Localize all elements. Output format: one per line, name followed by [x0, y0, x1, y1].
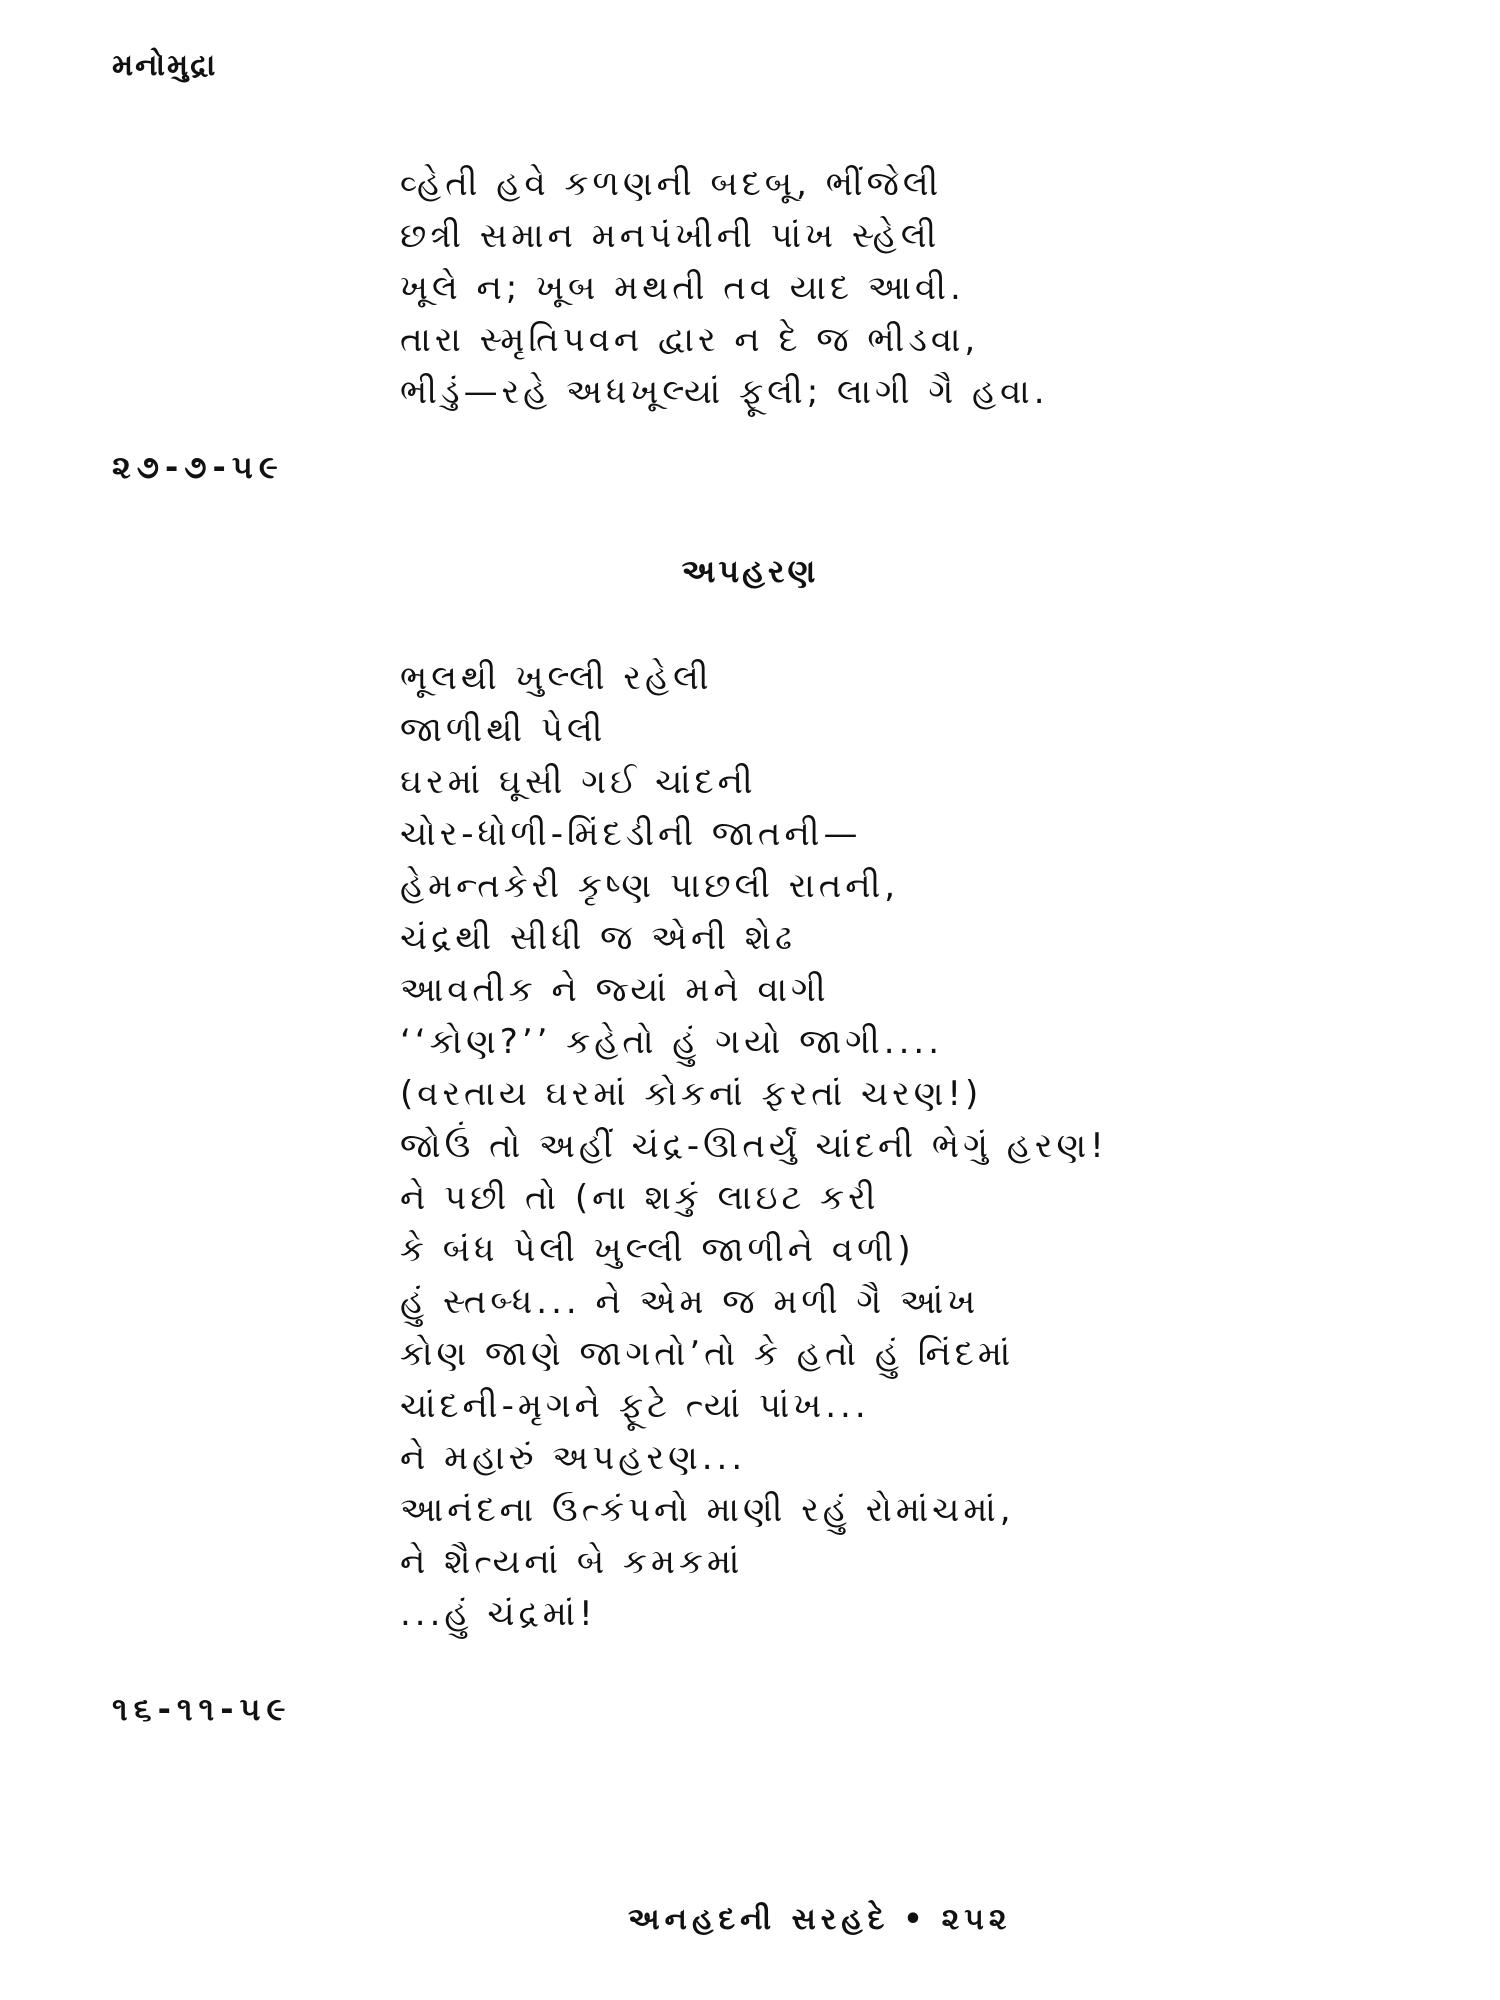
poem-two-line: ‘‘કોણ?’’ કહેતો હું ગયો જાગી....	[400, 1022, 944, 1062]
poem-one-line: છત્રી સમાન મનપંખીની પાંખ સ્હેલી	[400, 216, 941, 256]
poem-two-title: અપહરણ	[681, 552, 819, 590]
poem-two-line: ને પછી તો (ના શકું લાઇટ કરી	[400, 1178, 880, 1218]
poem-two-date: ૧૬-૧૧-૫૯	[112, 1690, 292, 1728]
poem-one-date: ૨૭-૭-૫૯	[112, 448, 284, 486]
poem-two-line: કે બંધ પેલી ખુલ્લી જાળીને વળી)	[400, 1230, 915, 1270]
footer-page-number: ૨૫૨	[941, 1902, 1012, 1937]
poem-two-line: ચાંદની-મૃગને ફૂટે ત્યાં પાંખ...	[400, 1386, 870, 1426]
poem-two-line: ...હું ચંદ્રમાં!	[400, 1594, 597, 1634]
poem-two-line: કોણ જાણે જાગતો’તો કે હતો હું નિંદમાં	[400, 1334, 1015, 1374]
poem-two-line: ને મહારું અપહરણ...	[400, 1438, 747, 1478]
poem-two-line: ને શૈત્યનાં બે કમકમાં	[400, 1542, 744, 1582]
poem-two-line: જોઉં તો અહીં ચંદ્ર-ઊતર્યું ચાંદની ભેગું હરણ!	[400, 1126, 1108, 1166]
poem-one-line: ખૂલે ન; ખૂબ મથતી તવ યાદ આવી.	[400, 268, 965, 308]
running-head: મનોમુદ્રા	[112, 48, 218, 83]
poem-two-line: ભૂલથી ખુલ્લી રહેલી	[400, 658, 713, 698]
footer-bullet-icon: •	[903, 1902, 928, 1937]
poem-one-line: ભીડું—રહે અધખૂલ્યાં ફૂલી; લાગી ગૈ હવા.	[400, 372, 1049, 412]
poem-two-line: હું સ્તબ્ધ... ને એમ જ મળી ગૈ આંખ	[400, 1282, 980, 1322]
poem-two-line: (વરતાય ઘરમાં કોકનાં ફરતાં ચરણ!)	[400, 1074, 983, 1114]
poem-two-line: ઘરમાં ઘૂસી ગઈ ચાંદની	[400, 762, 757, 802]
poem-two-line: હેમન્તકેરી કૃષ્ણ પાછલી રાતની,	[400, 866, 900, 906]
poem-one	[400, 158, 1049, 418]
poem-two-line: ચોર-ધોળી-મિંદડીની જાતની—	[400, 814, 862, 854]
poem-one-line: વ્હેતી હવે કળણની બદબૂ, ભીંજેલી	[400, 164, 943, 204]
poem-two	[400, 652, 1108, 1640]
poem-two-line: ચંદ્રથી સીધી જ એની શેઢ	[400, 918, 796, 958]
poem-two-line: આવતીક ને જ્યાં મને વાગી	[400, 970, 830, 1010]
poem-two-line: આનંદના ઉત્કંપનો માણી રહું રોમાંચમાં,	[400, 1490, 1015, 1530]
page-footer	[628, 1902, 1012, 1937]
poem-two-line: જાળીથી પેલી	[400, 710, 607, 750]
footer-book-title: અનહદની સરહદે	[628, 1902, 890, 1937]
poem-one-line: તારા સ્મૃતિપવન દ્વાર ન દે જ ભીડવા,	[400, 320, 980, 360]
